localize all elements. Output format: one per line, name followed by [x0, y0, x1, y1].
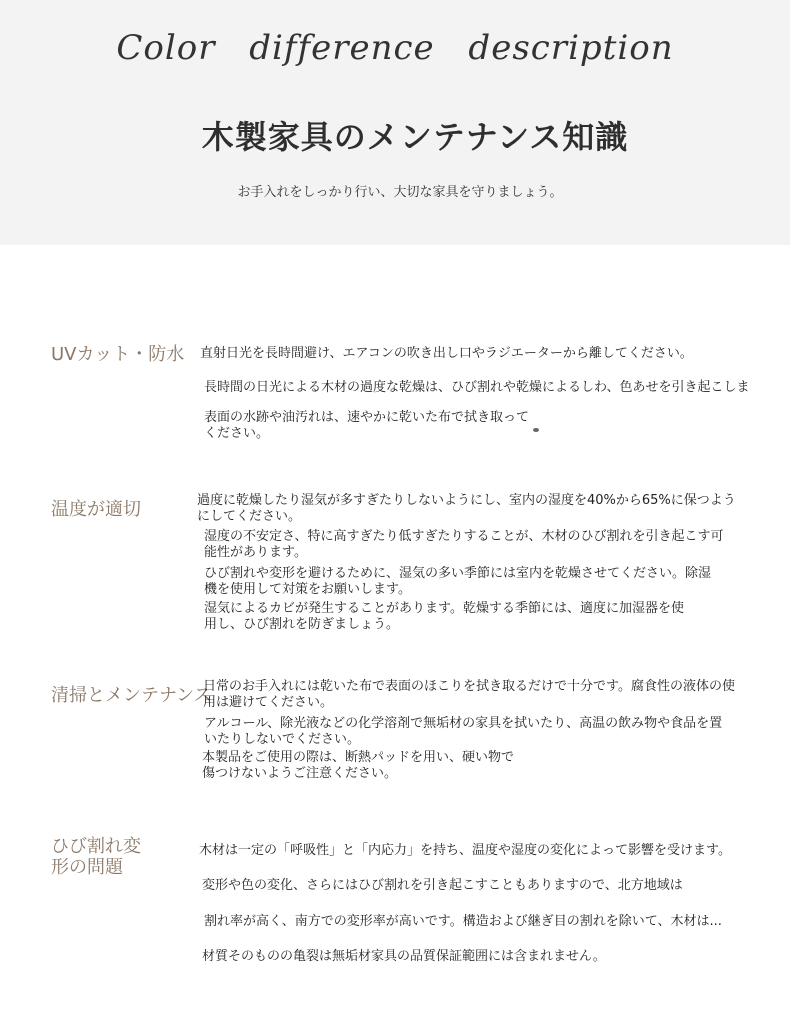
section-humidity-paragraph: ひび割れや変形を避けるために、湿気の多い季節には室内を乾燥させてください。除湿機を使用して対策をお願いします。 — [204, 566, 712, 597]
section-uv-paragraph: 直射日光を長時間避け、エアコンの吹き出し口やラジエーターから離してください。 — [200, 346, 693, 361]
section-humidity-paragraph: 湿度の不安定さ、特に高すぎたり低すぎたりすることが、木材のひび割れを引き起こす可能性があります。 — [204, 529, 724, 560]
section-heading-humidity: 温度が適切 — [51, 499, 141, 520]
section-humidity-paragraph: 過度に乾燥したり湿気が多すぎたりしないようにし、室内の湿度を40%から65%に保つようにしてください。 — [197, 493, 736, 524]
script-title: Color difference description — [116, 28, 674, 68]
section-cleaning-paragraph: 本製品をご使用の際は、断熱パッドを用い、硬い物で傷つけないようご注意ください。 — [202, 750, 515, 781]
page-subtitle: お手入れをしっかり行い、大切な家具を守りましょう。 — [237, 185, 563, 200]
section-heading-cleaning: 清掃とメンテナンス — [51, 685, 212, 706]
page-title: 木製家具のメンテナンス知識 — [201, 118, 629, 156]
section-heading-uv: UVカット・防水 — [51, 344, 185, 365]
section-cracks-paragraph: 木材は一定の「呼吸性」と「内応力」を持ち、温度や湿度の変化によって影響を受けます。 — [199, 843, 731, 858]
section-heading-cracks: ひび割れ変形の問題 — [51, 836, 141, 878]
header-banner — [0, 0, 790, 245]
section-cracks-paragraph: 変形や色の変化、さらにはひび割れを引き起こすこともありますので、北方地域は — [202, 878, 683, 893]
section-cleaning-paragraph: アルコール、除光液などの化学溶剤で無垢材の家具を拭いたり、高温の飲み物や食品を置いたりしないでください。 — [204, 716, 723, 747]
section-uv-paragraph: 長時間の日光による木材の過度な乾燥は、ひび割れや乾燥によるしわ、色あせを引き起こしま — [204, 380, 750, 395]
dust-speck — [533, 428, 539, 432]
section-humidity-paragraph: 湿気によるカビが発生することがあります。乾燥する季節には、適度に加湿器を使用し、ひび割れを防ぎましょう。 — [204, 601, 684, 632]
section-uv-paragraph: 表面の水跡や油汚れは、速やかに乾いた布で拭き取ってください。 — [204, 410, 530, 441]
section-cracks-paragraph: 材質そのものの亀裂は無垢材家具の品質保証範囲には含まれません。 — [202, 949, 606, 964]
section-cracks-paragraph: 割れ率が高く、南方での変形率が高いです。構造および継ぎ目の割れを除いて、木材は... — [204, 914, 722, 929]
section-cleaning-paragraph: 日常のお手入れには乾いた布で表面のほこりを拭き取るだけで十分です。腐食性の液体の使用は避けてください。 — [203, 679, 735, 710]
